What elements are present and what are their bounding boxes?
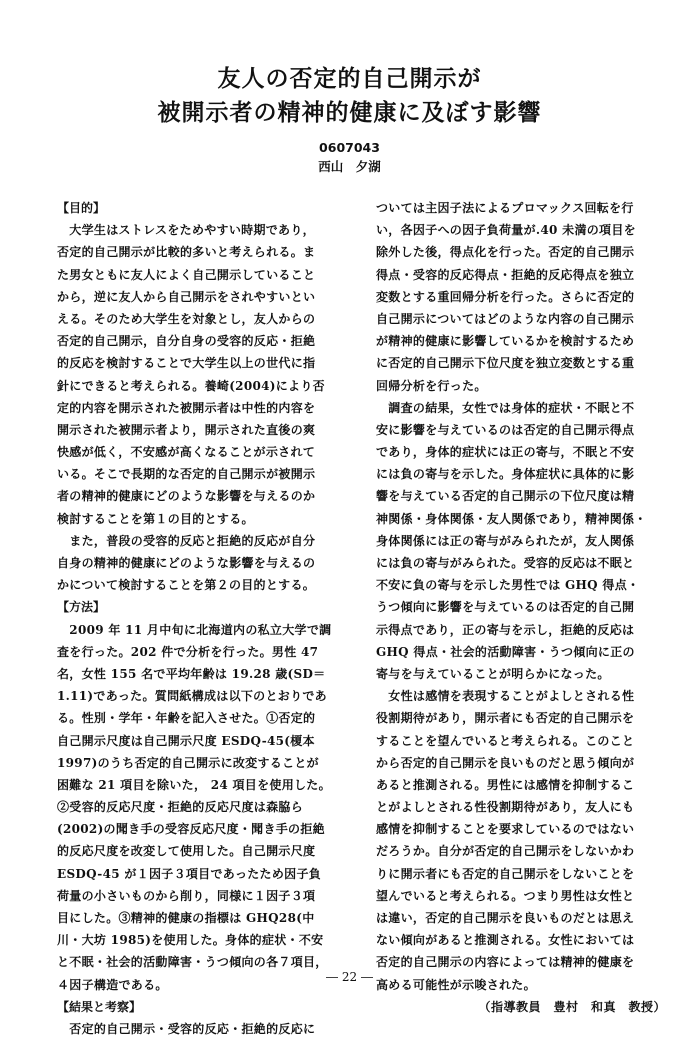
- section-heading: 【目的】: [57, 201, 106, 215]
- text-line: 困難な 21 項目を除いた， 24 項目を使用した。: [57, 777, 331, 792]
- text-line: 神関係・身体関係・友人関係であり，精神関係・: [376, 511, 647, 526]
- text-line: には負の寄与を示した。身体症状に具体的に影: [376, 467, 635, 482]
- left-column: [57, 197, 347, 1040]
- text-line: には負の寄与がみられた。受容的反応は不眠と: [376, 556, 635, 570]
- text-line: 1997)のうち否定的自己開示に改変することが: [57, 755, 319, 770]
- text-line: から否定的自己開示を良いものだと思う傾向が: [376, 755, 635, 770]
- text-line: 安に影響を与えているのは否定的自己開示得点: [376, 422, 635, 437]
- text-line: また，普段の受容的反応と拒絶的反応が自分: [57, 533, 316, 548]
- text-line: 高める可能性が示唆された。: [376, 977, 536, 992]
- text-line: 寄与を与えていることが明らかになった。: [376, 666, 610, 681]
- text-line: 否定的自己開示，自分自身の受容的反応・拒絶: [57, 334, 316, 349]
- text-line: 2009 年 11 月中旬に北海道内の私立大学で調: [57, 622, 332, 637]
- text-line: る。性別・学年・年齢を記入させた。①否定的: [57, 711, 316, 726]
- text-line: であり，身体的症状には正の寄与，不眠と不安: [376, 445, 635, 460]
- paper-title: [0, 62, 699, 130]
- text-line: りに開示者にも否定的自己開示をしないことを: [376, 866, 635, 881]
- text-line: 除外した後，得点化を行った。否定的自己開示: [376, 245, 635, 260]
- text-line: 否定的自己開示・受容的反応・拒絶的反応に: [57, 1021, 316, 1036]
- text-line: 川・大坊 1985)を使用した。身体的症状・不安: [57, 933, 324, 948]
- text-line: 針にできると考えられる。養崎(2004)により否: [57, 378, 325, 393]
- text-line: ②受容的反応尺度・拒絶的反応尺度は森脇ら: [57, 800, 304, 815]
- text-line: 回帰分析を行った。: [376, 378, 487, 393]
- text-line: と不眠・社会的活動障害・うつ傾向の各７項目，: [57, 955, 328, 970]
- right-column: [376, 197, 666, 1018]
- text-line: 望んでいると考えられる。つまり男性は女性と: [376, 888, 635, 903]
- text-line: から，逆に友人から自己開示をされやすいとい: [57, 289, 316, 304]
- text-line: た男女ともに友人によく自己開示していること: [57, 267, 316, 282]
- text-line: 身体関係には正の寄与がみられたが，友人関係: [376, 533, 635, 548]
- text-line: うつ傾向に影響を与えているのは否定的自己開: [376, 600, 635, 615]
- text-line: 自己開示尺度は自己開示尺度 ESDQ-45(榎本: [57, 733, 315, 748]
- text-line: 否定的自己開示が比較的多いと考えられる。ま: [57, 245, 316, 260]
- text-line: 役割期待があり，開示者にも否定的自己開示を: [376, 711, 635, 726]
- page-number: ― 22 ―: [326, 970, 373, 984]
- text-line: かについて検討することを第２の目的とする。: [57, 578, 316, 593]
- text-line: 自己開示についてはどのような内容の自己開示: [376, 311, 635, 326]
- text-line: 開示された被開示者より，開示された直後の爽: [57, 422, 316, 437]
- text-line: 的反応を検討することで大学生以上の世代に指: [57, 356, 316, 371]
- text-line: ４因子構造である。: [57, 977, 168, 992]
- text-line: 目にした。③精神的健康の指標は GHQ28(中: [57, 911, 315, 925]
- text-line: 響を与えている否定的自己開示の下位尺度は精: [376, 489, 635, 504]
- text-line: 定的内容を開示された被開示者は中性的内容を: [57, 400, 316, 415]
- title-line-1: 友人の否定的自己開示が: [217, 66, 482, 92]
- text-line: 得点・受容的反応得点・拒絶的反応得点を独立: [376, 267, 635, 282]
- text-line: することを望んでいると考えられる。このこと: [376, 733, 635, 748]
- text-line: が精神的健康に影響しているかを検討するため: [376, 334, 635, 349]
- text-line: に否定的自己開示下位尺度を独立変数とする重: [376, 356, 635, 371]
- advisor-line: （指導教員 豊村 和真 教授）: [478, 999, 666, 1014]
- text-line: い，各因子への因子負荷量が.40 未満の項目を: [376, 223, 636, 238]
- text-line: (2002)の聞き手の受容反応尺度・聞き手の拒絶: [57, 822, 325, 837]
- author-block: [0, 138, 699, 176]
- text-line: 者の精神的健康にどのような影響を与えるのか: [57, 489, 316, 504]
- text-line: あると推測される。男性には感情を抑制するこ: [376, 777, 635, 792]
- text-line: GHQ 得点・社会的活動障害・うつ傾向に正の: [376, 644, 635, 659]
- text-line: は違い，否定的自己開示を良いものだとは思え: [376, 911, 635, 925]
- text-line: 自身の精神的健康にどのような影響を与えるの: [57, 556, 316, 570]
- text-line: 検討することを第１の目的とする。: [57, 511, 254, 526]
- text-line: 1.11)であった。質問紙構成は以下のとおりであ: [57, 689, 327, 704]
- text-line: ESDQ-45 が１因子３項目であったため因子負: [57, 866, 322, 881]
- text-line: 示得点であり，正の寄与を示し，拒絶的反応は: [376, 622, 635, 637]
- student-id: 0607043: [319, 140, 380, 155]
- section-heading: 【結果と考察】: [57, 999, 142, 1014]
- text-line: 感情を抑制することを要求しているのではない: [376, 822, 635, 837]
- text-line: ない傾向があると推測される。女性においては: [376, 933, 635, 948]
- text-line: える。そのため大学生を対象とし，友人からの: [57, 311, 316, 326]
- text-line: 大学生はストレスをためやすい時期であり，: [57, 223, 315, 238]
- text-line: 査を行った。202 件で分析を行った。男性 47: [57, 644, 319, 659]
- author-name: 西山 夕湖: [318, 159, 381, 174]
- text-line: 不安に負の寄与を示した男性では GHQ 得点・: [376, 578, 640, 593]
- text-line: だろうか。自分が否定的自己開示をしないかわ: [376, 844, 635, 859]
- text-line: 的反応尺度を改変して使用した。自己開示尺度: [57, 844, 316, 859]
- text-line: 否定的自己開示の内容によっては精神的健康を: [376, 955, 635, 970]
- section-heading: 【方法】: [57, 600, 106, 615]
- text-line: とがよしとされる性役割期待があり，友人にも: [376, 800, 635, 815]
- title-line-2: 被開示者の精神的健康に及ぼす影響: [157, 100, 542, 126]
- text-line: 荷量の小さいものから削り，同様に１因子３項: [57, 888, 316, 903]
- text-line: 調査の結果，女性では身体的症状・不眠と不: [376, 400, 635, 415]
- text-line: 快感が低く，不安感が高くなることが示されて: [57, 445, 316, 460]
- text-line: いる。そこで長期的な否定的自己開示が被開示: [57, 467, 316, 482]
- text-line: ついては主因子法によるプロマックス回転を行: [376, 201, 634, 215]
- text-line: 変数とする重回帰分析を行った。さらに否定的: [376, 289, 635, 304]
- text-line: 女性は感情を表現することがよしとされる性: [376, 689, 635, 704]
- text-line: 名，女性 155 名で平均年齢は 19.28 歳(SD＝: [57, 666, 326, 681]
